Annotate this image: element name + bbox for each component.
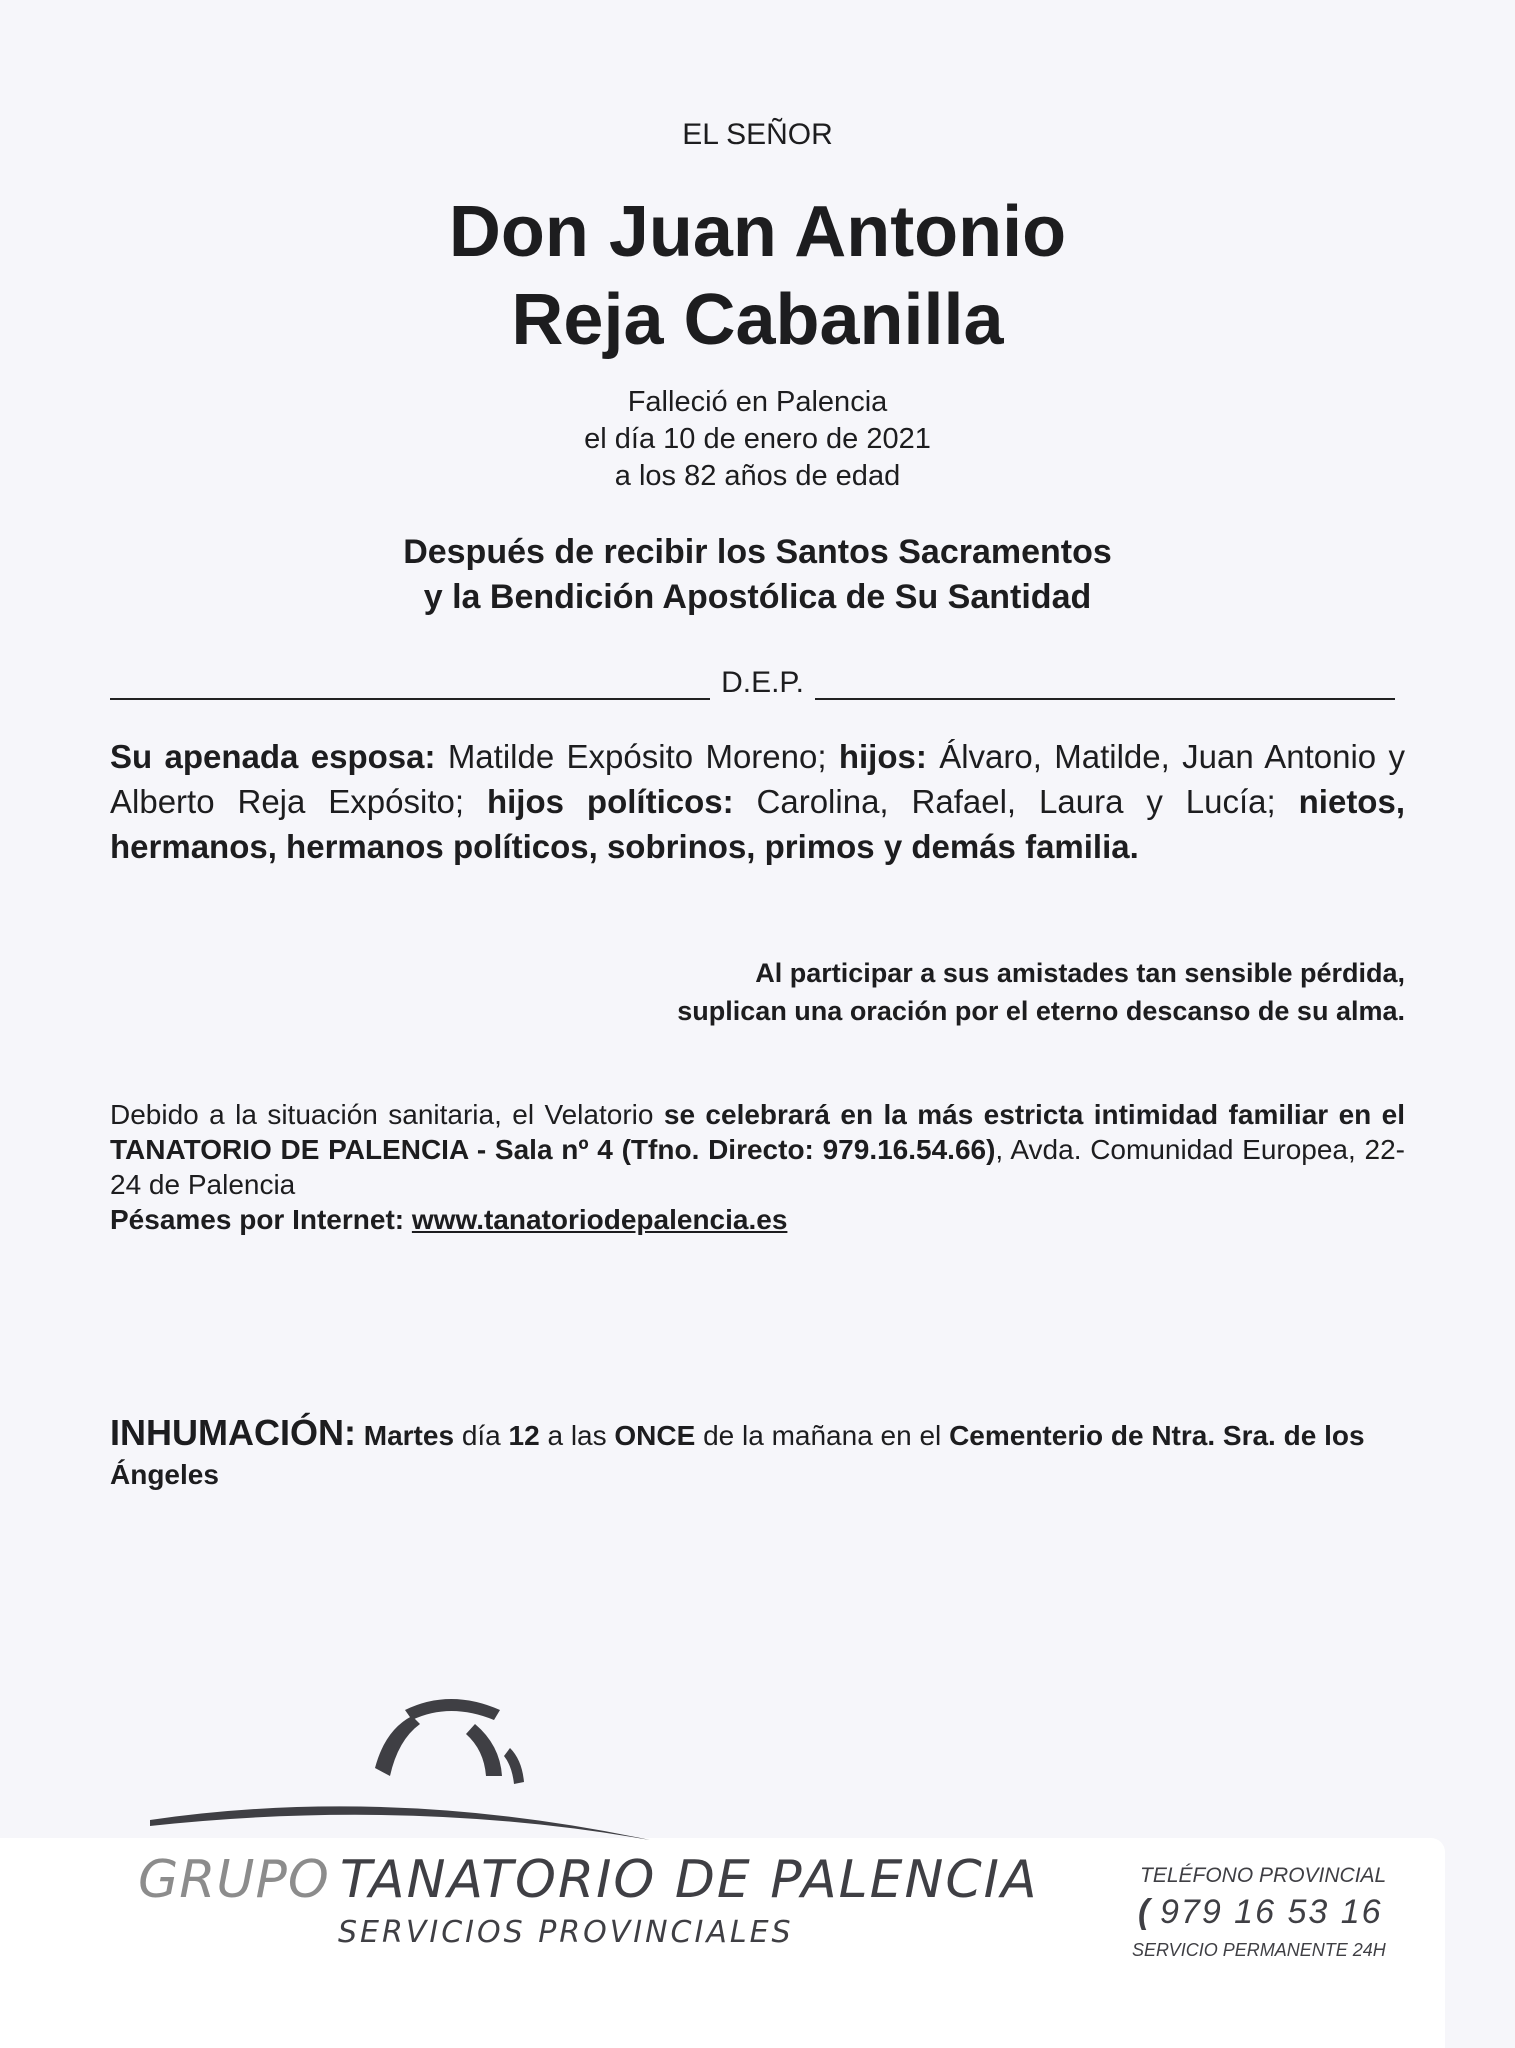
family-paragraph [110,734,1405,869]
deceased-name-line1: Don Juan Antonio [448,192,1067,272]
dep-text: D.E.P. [721,666,804,699]
wake-intro: Debido a la situación sanitaria, el Velatorio [110,1099,654,1130]
sacraments-line1: Después de recibir los Santos Sacramentos [403,533,1112,571]
burial-date: 12 [508,1420,540,1451]
spouse-name: Matilde Expósito Moreno; [447,738,827,775]
death-info [0,384,1515,495]
burial-paragraph [110,1413,1405,1494]
wake-address: , Avda. Comunidad Europea, 22-24 de Palencia [110,1134,1405,1200]
burial-morning: de la mañana en el [703,1420,942,1451]
other-family: nietos, hermanos, hermanos políticos, sobrinos, primos y demás familia. [110,783,1405,865]
burial-at: a las [547,1420,607,1451]
brand-name: TANATORIO DE PALENCIA [340,1850,1039,1910]
sacraments-text [0,530,1515,620]
phone-number: 979 16 53 16 [1160,1893,1383,1931]
gratitude-line2: suplican una oración por el eterno descanso de su alma. [677,996,1405,1026]
website-link[interactable]: www.tanatoriodepalencia.es [411,1204,788,1235]
sacraments-line2: y la Bendición Apostólica de Su Santidad [423,578,1092,616]
deceased-name-line2: Reja Cabanilla [511,280,1004,360]
gratitude-text [110,954,1405,1030]
children-label: hijos: [838,738,927,775]
tanatorio-logo-icon [150,1690,690,1840]
phone-icon: ( [1138,1893,1152,1931]
divider-rule-left [110,698,710,700]
burial-label: INHUMACIÓN: [110,1412,356,1453]
service-text: SERVICIO PERMANENTE 24H [1132,1940,1386,1960]
phone-label: TELÉFONO PROVINCIAL [1140,1864,1387,1887]
deceased-name [0,188,1515,364]
in-laws-label: hijos políticos: [486,783,734,820]
brand-grupo: GRUPO [138,1850,330,1910]
death-date: el día 10 de enero de 2021 [584,423,931,455]
burial-day: Martes [363,1420,455,1451]
burial-time: ONCE [614,1420,696,1451]
divider-rule-right [815,698,1395,700]
wake-details: se celebrará en la más estricta intimidad familiar en el TANATORIO DE PALENCIA - Sala nº 4 (Tfno. Directo: 979.16.54.66) [110,1099,1406,1165]
phone-block [1138,1893,1383,1932]
condolences-label: Pésames por Internet: [110,1204,405,1235]
children-names: Álvaro, Matilde, Juan Antonio y Alberto Reja Expósito; [110,738,1405,820]
burial-place: Cementerio de Ntra. Sra. de los Ángeles [110,1420,1365,1490]
dep-divider [110,664,1395,704]
header-title: EL SEÑOR [682,118,833,151]
wake-paragraph [110,1097,1405,1237]
in-laws-names: Carolina, Rafael, Laura y Lucía; [756,783,1276,820]
burial-dia-word: día [461,1420,501,1451]
death-age: a los 82 años de edad [614,460,901,492]
death-place: Falleció en Palencia [627,386,888,418]
spouse-label: Su apenada esposa: [110,738,436,775]
gratitude-line1: Al participar a sus amistades tan sensible pérdida, [755,958,1405,988]
brand-subtitle: SERVICIOS PROVINCIALES [338,1915,794,1950]
